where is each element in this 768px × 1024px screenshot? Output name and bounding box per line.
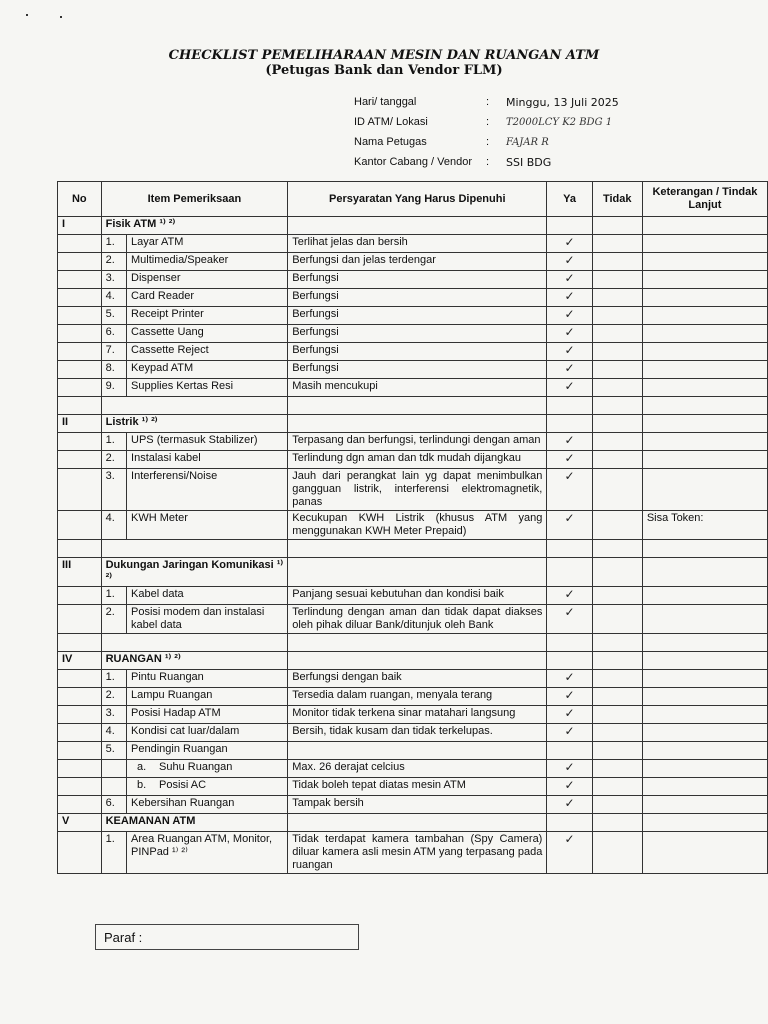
check-mark: ✓: [547, 670, 592, 688]
empty-cell: [592, 540, 642, 558]
empty-cell: [58, 760, 102, 778]
empty-cell: [592, 814, 642, 832]
item-number: 2.: [101, 605, 126, 634]
empty-cell: [58, 778, 102, 796]
remarks: [642, 289, 767, 307]
table-row: [58, 235, 768, 253]
section-title: KEAMANAN ATM: [101, 814, 288, 832]
table-row: [58, 742, 768, 760]
table-row: [58, 796, 768, 814]
empty-cell: [58, 307, 102, 325]
meta-colon: :: [486, 116, 490, 128]
meta-row: [354, 112, 619, 132]
remarks: [642, 670, 767, 688]
empty-cell: [547, 634, 592, 652]
item-name: Posisi Hadap ATM: [127, 706, 288, 724]
empty-cell: [288, 652, 547, 670]
empty-cell: [58, 397, 102, 415]
check-mark: ✓: [547, 235, 592, 253]
header-tidak: Tidak: [592, 182, 642, 217]
table-row: [58, 379, 768, 397]
sub-item-letter: a.: [137, 761, 147, 773]
empty-cell: [288, 415, 547, 433]
empty-cell: [58, 587, 102, 605]
item-name: Keypad ATM: [127, 361, 288, 379]
item-name: Supplies Kertas Resi: [127, 379, 288, 397]
empty-cell: [592, 361, 642, 379]
empty-cell: [592, 587, 642, 605]
empty-cell: [547, 415, 592, 433]
item-name: UPS (termasuk Stabilizer): [127, 433, 288, 451]
table-row: [58, 307, 768, 325]
spacer-row: [58, 634, 768, 652]
empty-cell: [642, 415, 767, 433]
empty-cell: [592, 415, 642, 433]
empty-cell: [288, 558, 547, 587]
remarks: [642, 796, 767, 814]
section-number: III: [58, 558, 102, 587]
empty-cell: [592, 832, 642, 874]
table-row: [58, 253, 768, 271]
requirement: Berfungsi: [288, 361, 547, 379]
section-number: I: [58, 217, 102, 235]
item-name: Instalasi kabel: [127, 451, 288, 469]
table-row: [58, 511, 768, 540]
check-mark: ✓: [547, 325, 592, 343]
empty-cell: [642, 558, 767, 587]
empty-cell: [547, 558, 592, 587]
item-number: 1.: [101, 235, 126, 253]
empty-cell: [58, 605, 102, 634]
empty-cell: [58, 253, 102, 271]
empty-cell: [592, 742, 642, 760]
check-mark: ✓: [547, 253, 592, 271]
table-row: [58, 670, 768, 688]
item-name: Layar ATM: [127, 235, 288, 253]
meta-label: Nama Petugas: [354, 136, 427, 148]
remarks: [642, 253, 767, 271]
empty-cell: [592, 796, 642, 814]
header-ya: Ya: [547, 182, 592, 217]
check-mark: ✓: [547, 724, 592, 742]
paraf-box[interactable]: Paraf :: [95, 924, 359, 950]
empty-cell: [592, 379, 642, 397]
empty-cell: [58, 433, 102, 451]
empty-cell: [547, 814, 592, 832]
table-row: [58, 469, 768, 511]
item-name: Kondisi cat luar/dalam: [127, 724, 288, 742]
empty-cell: [592, 558, 642, 587]
empty-cell: [642, 217, 767, 235]
section-row: [58, 652, 768, 670]
empty-cell: [58, 540, 102, 558]
empty-cell: [592, 433, 642, 451]
section-title: Fisik ATM ¹⁾ ²⁾: [101, 217, 288, 235]
speck: [26, 14, 28, 16]
empty-cell: [58, 235, 102, 253]
remarks: [642, 307, 767, 325]
item-name: Interferensi/Noise: [127, 469, 288, 511]
empty-cell: [288, 540, 547, 558]
empty-cell: [58, 361, 102, 379]
meta-value: SSI BDG: [506, 155, 552, 169]
section-row: [58, 415, 768, 433]
item-name: [127, 778, 288, 796]
sub-item-label: Suhu Ruangan: [159, 761, 233, 773]
item-name: Card Reader: [127, 289, 288, 307]
check-mark: ✓: [547, 587, 592, 605]
item-name: KWH Meter: [127, 511, 288, 540]
item-name: Area Ruangan ATM, Monitor, PINPad ¹⁾ ²⁾: [127, 832, 288, 874]
checklist-table: [57, 181, 768, 874]
requirement: Terlihat jelas dan bersih: [288, 235, 547, 253]
spacer-row: [58, 397, 768, 415]
section-title: Dukungan Jaringan Komunikasi ¹⁾ ²⁾: [101, 558, 288, 587]
requirement: Masih mencukupi: [288, 379, 547, 397]
item-number: 3.: [101, 706, 126, 724]
meta-value: Minggu, 13 Juli 2025: [506, 95, 619, 109]
empty-cell: [288, 217, 547, 235]
remarks: [642, 587, 767, 605]
item-name: Kebersihan Ruangan: [127, 796, 288, 814]
table-row: [58, 289, 768, 307]
remarks: [642, 433, 767, 451]
item-number: 7.: [101, 343, 126, 361]
remarks: [642, 688, 767, 706]
remarks: [642, 724, 767, 742]
meta-colon: :: [486, 156, 490, 168]
section-number: V: [58, 814, 102, 832]
requirement: Berfungsi: [288, 343, 547, 361]
section-row: [58, 217, 768, 235]
requirement: Max. 26 derajat celcius: [288, 760, 547, 778]
empty-cell: [58, 742, 102, 760]
table-row: [58, 605, 768, 634]
document-title: CHECKLIST PEMELIHARAAN MESIN DAN RUANGAN ATM: [168, 48, 600, 63]
item-name: Dispenser: [127, 271, 288, 289]
empty-cell: [642, 634, 767, 652]
empty-cell: [58, 343, 102, 361]
section-row: [58, 558, 768, 587]
remarks: [642, 742, 767, 760]
meta-value: FAJAR R: [506, 136, 549, 148]
table-row: [58, 587, 768, 605]
empty-cell: [592, 688, 642, 706]
item-number: 3.: [101, 271, 126, 289]
section-row: [58, 814, 768, 832]
empty-cell: [592, 397, 642, 415]
item-name: Lampu Ruangan: [127, 688, 288, 706]
remarks: [642, 271, 767, 289]
empty-cell: [592, 652, 642, 670]
document-subtitle: (Petugas Bank dan Vendor FLM): [265, 63, 503, 78]
check-mark: ✓: [547, 379, 592, 397]
table-header-row: [58, 182, 768, 217]
requirement: Tersedia dalam ruangan, menyala terang: [288, 688, 547, 706]
remarks: [642, 379, 767, 397]
header-no: No: [58, 182, 102, 217]
item-number: 1.: [101, 587, 126, 605]
empty-cell: [58, 634, 102, 652]
requirement: Tidak terdapat kamera tambahan (Spy Camera) diluar kamera asli mesin ATM yang terpasang pada ruangan: [288, 832, 547, 874]
table-row: [58, 832, 768, 874]
item-name: Cassette Reject: [127, 343, 288, 361]
empty-cell: [547, 217, 592, 235]
empty-cell: [58, 469, 102, 511]
check-mark: ✓: [547, 271, 592, 289]
item-name: Pintu Ruangan: [127, 670, 288, 688]
requirement: Berfungsi: [288, 325, 547, 343]
item-number: 2.: [101, 451, 126, 469]
empty-cell: [58, 688, 102, 706]
empty-cell: [592, 469, 642, 511]
meta-label: ID ATM/ Lokasi: [354, 116, 428, 128]
requirement: Jauh dari perangkat lain yg dapat menimbulkan gangguan listrik, interferensi elektromagnetik, panas: [288, 469, 547, 511]
item-number: 1.: [101, 670, 126, 688]
check-mark: ✓: [547, 605, 592, 634]
check-mark: ✓: [547, 307, 592, 325]
section-number: IV: [58, 652, 102, 670]
table-row: [58, 361, 768, 379]
check-mark: ✓: [547, 451, 592, 469]
check-mark: ✓: [547, 361, 592, 379]
requirement: Panjang sesuai kebutuhan dan kondisi baik: [288, 587, 547, 605]
item-name: Pendingin Ruangan: [127, 742, 288, 760]
item-number: 6.: [101, 796, 126, 814]
remarks: [642, 361, 767, 379]
requirement: Berfungsi dan jelas terdengar: [288, 253, 547, 271]
remarks: [642, 325, 767, 343]
remarks: [642, 235, 767, 253]
item-number: [101, 778, 126, 796]
empty-cell: [592, 217, 642, 235]
item-number: 5.: [101, 742, 126, 760]
check-mark: ✓: [547, 778, 592, 796]
empty-cell: [642, 397, 767, 415]
empty-cell: [592, 605, 642, 634]
item-number: 1.: [101, 832, 126, 874]
remarks: [642, 760, 767, 778]
meta-label: Hari/ tanggal: [354, 96, 417, 108]
empty-cell: [592, 778, 642, 796]
check-mark: ✓: [547, 433, 592, 451]
sub-item-label: Posisi AC: [159, 779, 207, 791]
table-row: [58, 688, 768, 706]
empty-cell: [58, 706, 102, 724]
empty-cell: [592, 325, 642, 343]
item-name: Multimedia/Speaker: [127, 253, 288, 271]
section-title: RUANGAN ¹⁾ ²⁾: [101, 652, 288, 670]
empty-cell: [592, 634, 642, 652]
header-keterangan: Keterangan / Tindak Lanjut: [642, 182, 767, 217]
empty-cell: [642, 814, 767, 832]
item-number: [101, 760, 126, 778]
empty-cell: [547, 540, 592, 558]
empty-cell: [592, 307, 642, 325]
meta-row: [354, 132, 619, 152]
spacer-row: [58, 540, 768, 558]
check-mark: ✓: [547, 688, 592, 706]
check-mark: ✓: [547, 796, 592, 814]
item-number: 4.: [101, 511, 126, 540]
remarks: [642, 343, 767, 361]
requirement: Berfungsi dengan baik: [288, 670, 547, 688]
speck: [60, 16, 62, 18]
table-row: [58, 760, 768, 778]
header-requirement: Persyaratan Yang Harus Dipenuhi: [288, 182, 547, 217]
requirement: Bersih, tidak kusam dan tidak terkelupas.: [288, 724, 547, 742]
requirement: [288, 742, 547, 760]
remarks: [642, 469, 767, 511]
requirement: Terlindung dengan aman dan tidak dapat diakses oleh pihak diluar Bank/ditunjuk oleh Bank: [288, 605, 547, 634]
table-row: [58, 433, 768, 451]
empty-cell: [58, 832, 102, 874]
meta-row: [354, 92, 619, 112]
empty-cell: [592, 670, 642, 688]
item-number: 6.: [101, 325, 126, 343]
check-mark: ✓: [547, 469, 592, 511]
empty-cell: [58, 289, 102, 307]
check-mark: ✓: [547, 289, 592, 307]
empty-cell: [592, 343, 642, 361]
item-number: 9.: [101, 379, 126, 397]
check-mark: ✓: [547, 511, 592, 540]
section-number: II: [58, 415, 102, 433]
item-name: Cassette Uang: [127, 325, 288, 343]
remarks: Sisa Token:: [642, 511, 767, 540]
requirement: Berfungsi: [288, 271, 547, 289]
meta-row: [354, 152, 619, 172]
empty-cell: [592, 235, 642, 253]
requirement: Terpasang dan berfungsi, terlindungi dengan aman: [288, 433, 547, 451]
requirement: Tidak boleh tepat diatas mesin ATM: [288, 778, 547, 796]
empty-cell: [58, 724, 102, 742]
empty-cell: [547, 397, 592, 415]
empty-cell: [58, 451, 102, 469]
empty-cell: [592, 724, 642, 742]
empty-cell: [592, 760, 642, 778]
section-title: Listrik ¹⁾ ²⁾: [101, 415, 288, 433]
empty-cell: [101, 634, 288, 652]
remarks: [642, 451, 767, 469]
table-row: [58, 343, 768, 361]
empty-cell: [642, 652, 767, 670]
empty-cell: [642, 540, 767, 558]
item-number: 2.: [101, 688, 126, 706]
empty-cell: [592, 271, 642, 289]
meta-colon: :: [486, 96, 490, 108]
header-item: Item Pemeriksaan: [101, 182, 288, 217]
empty-cell: [58, 796, 102, 814]
empty-cell: [288, 634, 547, 652]
meta-block: [354, 92, 619, 172]
empty-cell: [592, 511, 642, 540]
table-row: [58, 724, 768, 742]
table-row: [58, 325, 768, 343]
requirement: Kecukupan KWH Listrik (khusus ATM yang menggunakan KWH Meter Prepaid): [288, 511, 547, 540]
meta-value: T2000LCY K2 BDG 1: [506, 116, 613, 128]
empty-cell: [288, 397, 547, 415]
empty-cell: [547, 652, 592, 670]
sub-item-letter: b.: [137, 779, 147, 791]
empty-cell: [58, 511, 102, 540]
empty-cell: [592, 289, 642, 307]
requirement: Berfungsi: [288, 307, 547, 325]
table-row: [58, 706, 768, 724]
check-mark: ✓: [547, 343, 592, 361]
item-number: 2.: [101, 253, 126, 271]
empty-cell: [58, 271, 102, 289]
remarks: [642, 832, 767, 874]
check-mark: ✓: [547, 760, 592, 778]
requirement: Berfungsi: [288, 289, 547, 307]
empty-cell: [592, 706, 642, 724]
empty-cell: [288, 814, 547, 832]
remarks: [642, 706, 767, 724]
remarks: [642, 778, 767, 796]
table-row: [58, 778, 768, 796]
table-row: [58, 271, 768, 289]
item-name: Kabel data: [127, 587, 288, 605]
item-number: 4.: [101, 289, 126, 307]
table-row: [58, 451, 768, 469]
item-number: 1.: [101, 433, 126, 451]
empty-cell: [58, 325, 102, 343]
item-number: 8.: [101, 361, 126, 379]
item-name: Posisi modem dan instalasi kabel data: [127, 605, 288, 634]
item-name: Receipt Printer: [127, 307, 288, 325]
empty-cell: [58, 379, 102, 397]
item-number: 3.: [101, 469, 126, 511]
requirement: Terlindung dgn aman dan tdk mudah dijangkau: [288, 451, 547, 469]
meta-label: Kantor Cabang / Vendor: [354, 156, 473, 168]
check-mark: ✓: [547, 832, 592, 874]
empty-cell: [592, 253, 642, 271]
item-number: 5.: [101, 307, 126, 325]
empty-cell: [592, 451, 642, 469]
check-mark: ✓: [547, 706, 592, 724]
empty-cell: [58, 670, 102, 688]
meta-colon: :: [486, 136, 490, 148]
item-number: 4.: [101, 724, 126, 742]
checklist-body: [58, 217, 768, 874]
item-name: [127, 760, 288, 778]
requirement: Tampak bersih: [288, 796, 547, 814]
empty-cell: [101, 540, 288, 558]
empty-cell: [101, 397, 288, 415]
remarks: [642, 605, 767, 634]
requirement: Monitor tidak terkena sinar matahari langsung: [288, 706, 547, 724]
check-mark: [547, 742, 592, 760]
